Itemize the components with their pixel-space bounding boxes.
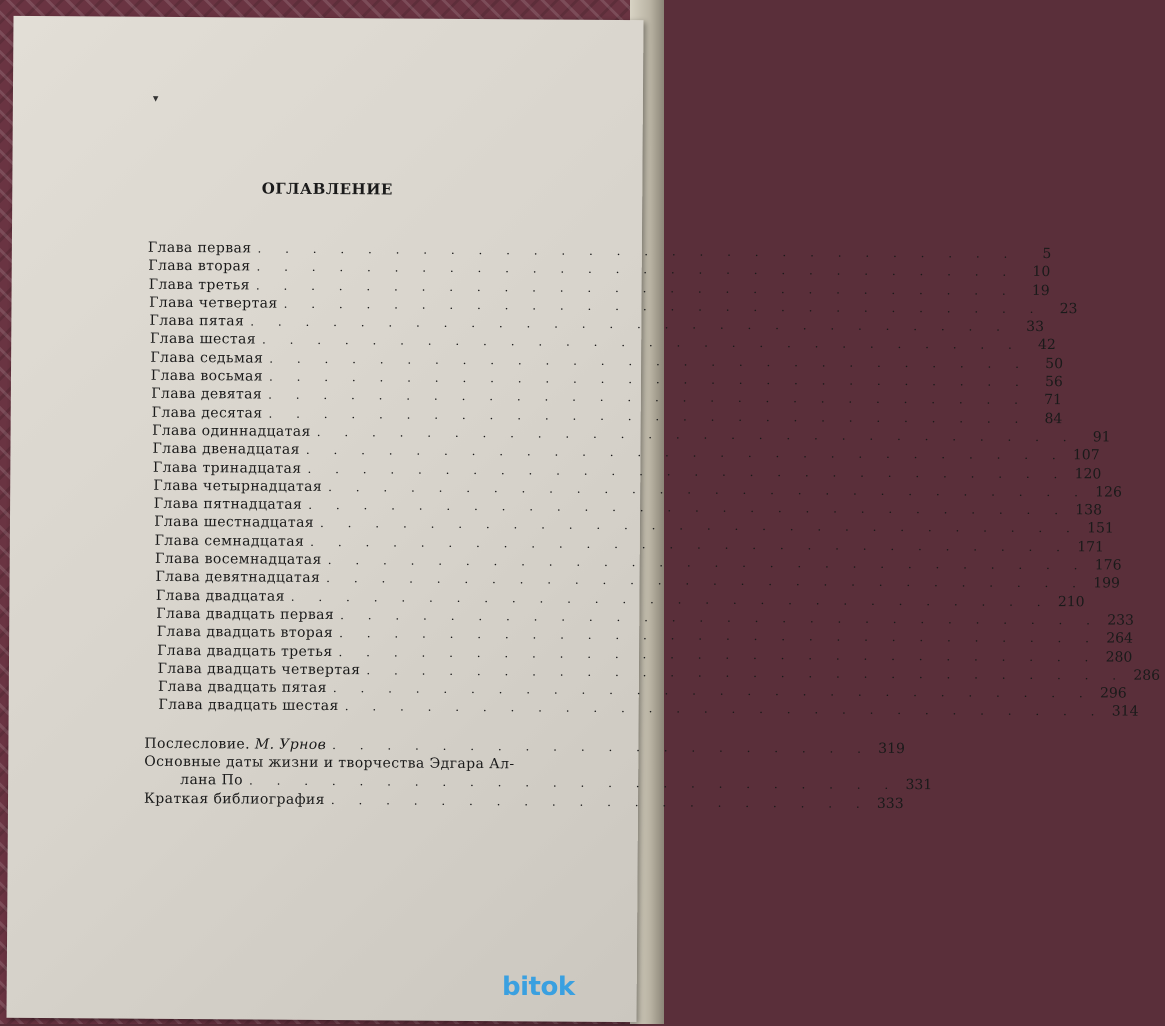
entry-page: 71 [1044, 392, 1063, 409]
entry-page: 176 [1094, 557, 1122, 574]
entry-page: 296 [1099, 685, 1127, 702]
watermark-logo: bitok [502, 972, 575, 1002]
entry-label: Глава четырнадцатая [153, 477, 323, 495]
chapter-list [145, 239, 1161, 721]
entry-label: Основные даты жизни и творчества Эдгара Ал- [144, 753, 515, 773]
entry-label: Глава девятая [151, 386, 263, 403]
leader-dots: . . . . . . . . . . . . . . . . . . . . . . . . . . . . [340, 608, 1101, 628]
leader-dots: . . . . . . . . . . . . . . . . . . . . . . . . . . . . [305, 443, 1066, 463]
entry-page: 33 [1026, 319, 1045, 336]
leader-dots: . . . . . . . . . . . . . . . . . . . . . . . . . . . . [268, 387, 1029, 408]
leader-dots: . . . . . . . . . . . . . . . . . . . . . . . . . . . . [269, 351, 1030, 371]
entry-label: Глава двадцать шестая [158, 697, 339, 715]
toc-entry-chapter [145, 696, 1139, 721]
entry-label: Глава восемнадцатая [155, 550, 322, 569]
entry-page: 5 [1042, 246, 1052, 263]
entry-label: Послесловие. М. Урнов [144, 735, 327, 753]
table-of-contents [143, 239, 1161, 812]
entry-page: 210 [1057, 593, 1085, 610]
entry-label: Глава тринадцатая [152, 459, 302, 477]
leader-dots: . . . . . . . . . . . . . . . . . . . . . . . . . . . . [250, 314, 1011, 334]
leader-dots: . . . . . . . . . . . . . . . . . . . . . . . . . . . . [268, 406, 1029, 426]
leader-dots: . . . . . . . . . . . . . . . . . . . . . . . . . . . . [344, 699, 1105, 719]
book-page [7, 16, 1161, 1022]
leader-dots: . . . . . . . . . . . . . . . . . . . . . . . . . . . . [338, 644, 1099, 664]
entry-page: 107 [1072, 447, 1100, 464]
entry-page: 331 [905, 777, 933, 794]
entry-label: Глава девятнадцатая [155, 569, 321, 587]
entry-label: Глава семнадцатая [154, 532, 305, 550]
entry-label: Глава шестнадцатая [154, 514, 315, 532]
leader-dots: . . . . . . . . . . . . . . . . . . . . . . . . [248, 773, 899, 793]
leader-dots: . . . . . . . . . . . . . . . . . . . . . . . . . . . . [316, 424, 1077, 445]
entry-page: 138 [1075, 502, 1103, 519]
entry-label: Глава восьмая [150, 367, 264, 385]
entry-page: 50 [1045, 355, 1064, 372]
leader-dots: . . . . . . . . . . . . . . . . . . . . . . . . . . . . [255, 278, 1016, 298]
entry-label: Глава седьмая [150, 349, 264, 367]
leader-dots: . . . . . . . . . . . . . . . . . . . . [330, 792, 870, 811]
entry-page: 151 [1087, 520, 1114, 537]
entry-page: 280 [1105, 648, 1133, 666]
small-mark: ▾ [152, 91, 159, 105]
entry-label: Глава двадцать первая [156, 605, 335, 624]
leader-dots: . . . . . . . . . . . . . . . . . . . . . . . . . . . . [310, 534, 1071, 554]
leader-dots: . . . . . . . . . . . . . . . . . . . . . . . . . . . . [307, 461, 1068, 481]
leader-dots: . . . . . . . . . . . . . . . . . . . . . . . . . . . . [257, 241, 1018, 261]
entry-page: 56 [1044, 374, 1063, 391]
entry-label: Глава первая [147, 239, 252, 257]
entry-page: 126 [1095, 484, 1122, 501]
entry-page: 10 [1032, 264, 1051, 281]
entry-page: 333 [876, 795, 904, 812]
entry-page: 19 [1031, 282, 1050, 299]
entry-page: 314 [1111, 703, 1139, 721]
leader-dots: . . . . . . . . . . . . . . . . . . . . . . . . . . . . [262, 333, 1022, 353]
entry-label: Глава пятая [149, 312, 245, 330]
page-title: ОГЛАВЛЕНИЕ [261, 179, 393, 199]
entry-page: 171 [1077, 539, 1105, 556]
entry-label: Глава двенадцатая [152, 441, 300, 459]
leader-dots: . . . . . . . . . . . . . . . . . . . . . . . . . . . . [326, 571, 1087, 591]
leader-dots: . . . . . . . . . . . . . . . . . . . . . . . . . . . . [308, 498, 1069, 518]
entry-label: Глава двадцать пятая [157, 678, 327, 697]
entry-page: 84 [1044, 410, 1063, 427]
entry-label: Глава вторая [148, 258, 251, 275]
leader-dots: . . . . . . . . . . . . . . . . . . . . [332, 737, 871, 756]
entry-page: 233 [1107, 612, 1135, 629]
leader-dots: . . . . . . . . . . . . . . . . . . . . . . . . . . . . [328, 479, 1088, 500]
entry-label: Глава десятая [151, 404, 263, 422]
entry-page: 23 [1059, 301, 1078, 318]
leader-dots: . . . . . . . . . . . . . . . . . . . . . . . . . . . . [256, 259, 1017, 280]
leader-dots: . . . . . . . . . . . . . . . . . . . . . . . . . . . . [290, 589, 1051, 609]
entry-label: Глава двадцатая [155, 587, 285, 605]
leader-dots: . . . . . . . . . . . . . . . . . . . . . . . . . . . . [366, 663, 1127, 683]
entry-label: Глава двадцать четвертая [157, 660, 361, 679]
leader-dots: . . . . . . . . . . . . . . . . . . . . . . . . . . . . [339, 626, 1099, 646]
entry-label: Краткая библиография [143, 790, 325, 808]
entry-page: 199 [1093, 575, 1121, 592]
entry-label: Глава двадцать третья [157, 642, 333, 660]
entry-page: 319 [878, 740, 905, 757]
entry-page: 286 [1133, 667, 1161, 684]
entry-page: 91 [1092, 429, 1111, 446]
leader-dots: . . . . . . . . . . . . . . . . . . . . . . . . . . . . [320, 516, 1080, 536]
leader-dots: . . . . . . . . . . . . . . . . . . . . . . . . . . . . [269, 369, 1029, 389]
entry-page: 42 [1037, 337, 1056, 354]
entry-label: лана По [180, 772, 244, 789]
entry-label: Глава четвертая [149, 294, 278, 312]
entry-label: Глава шестая [149, 331, 257, 348]
leader-dots: . . . . . . . . . . . . . . . . . . . . . . . . . . . . [327, 553, 1088, 573]
entry-page: 264 [1106, 630, 1134, 647]
toc-entry-bibliography [143, 789, 904, 812]
leader-dots: . . . . . . . . . . . . . . . . . . . . . . . . . . . . [283, 296, 1044, 316]
entry-label: Глава пятнадцатая [153, 495, 303, 513]
entry-label: Глава одиннадцатая [152, 422, 311, 440]
entry-page: 120 [1074, 465, 1102, 482]
leader-dots: . . . . . . . . . . . . . . . . . . . . . . . . . . . . [332, 681, 1093, 701]
entry-label: Глава двадцать вторая [156, 624, 334, 642]
entry-label: Глава третья [148, 276, 250, 294]
